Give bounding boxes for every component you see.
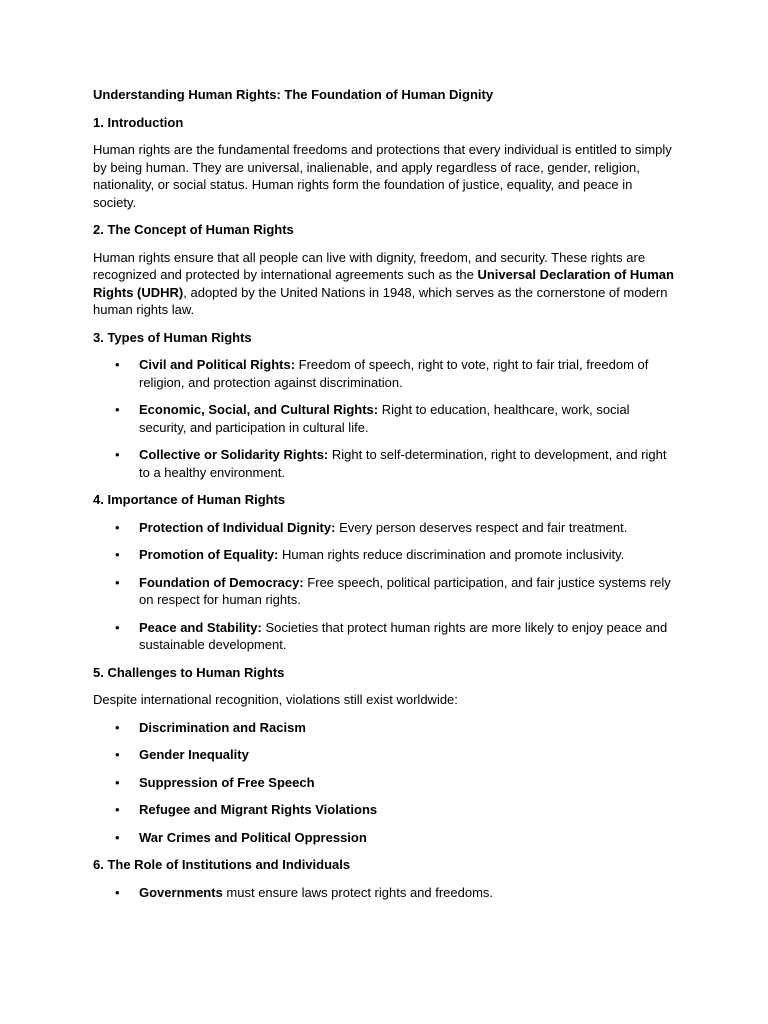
introduction-paragraph: Human rights are the fundamental freedoms and protections that every individual is entitled to simply by being human. They are universal, inalienable, and apply regardless of race, gender, religion, nationality, or social status. Human rights form the foundation of justice, equality, and peace in society. <box>93 142 672 210</box>
list-item-term: Economic, Social, and Cultural Rights: <box>139 402 379 417</box>
list-item-term: Promotion of Equality: <box>139 547 279 562</box>
concept-paragraph <box>93 249 678 319</box>
list-item-term: Protection of Individual Dignity: <box>139 519 336 535</box>
list-item <box>93 801 678 819</box>
list-item <box>93 774 678 792</box>
list-item-term: Civil and Political Rights: <box>139 357 296 372</box>
list-item-text: Free speech, political participation, and fair justice systems rely on respect for human rights. <box>139 574 671 607</box>
document-page <box>93 86 678 911</box>
bullet-icon: • <box>115 357 120 372</box>
list-item-term: Discrimination and Racism <box>139 719 306 735</box>
list-item-term: War Crimes and Political Oppression <box>139 829 367 845</box>
types-list <box>93 356 678 481</box>
concept-text-before: Human rights ensure that all people can live with dignity, freedom, and security. These rights are recognized and protected by international agreements such as the <box>93 249 646 282</box>
list-item <box>93 619 678 654</box>
challenges-paragraph: Despite international recognition, violations still exist worldwide: <box>93 692 458 707</box>
list-item <box>93 574 678 609</box>
list-item <box>93 546 678 564</box>
bullet-icon: • <box>115 519 120 535</box>
challenges-list <box>93 719 678 847</box>
importance-list <box>93 519 678 654</box>
section-heading-concept: 2. The Concept of Human Rights <box>93 222 294 237</box>
list-item-text: Right to self-determination, right to development, and right to a healthy environment. <box>139 447 667 480</box>
list-item <box>93 829 678 847</box>
bullet-icon: • <box>115 719 120 735</box>
document-title: Understanding Human Rights: The Foundation of Human Dignity <box>93 87 494 102</box>
section-heading-introduction: 1. Introduction <box>93 114 184 130</box>
section-heading-role: 6. The Role of Institutions and Individuals <box>93 857 351 872</box>
bullet-icon: • <box>115 619 120 635</box>
list-item <box>93 519 678 537</box>
bullet-icon: • <box>115 774 120 790</box>
section-heading-challenges: 5. Challenges to Human Rights <box>93 664 285 680</box>
list-item <box>93 884 678 902</box>
bullet-icon: • <box>115 547 120 562</box>
udhr-bold-text: Universal Declaration of Human Rights (UDHR) <box>93 267 674 300</box>
list-item-term: Governments <box>139 884 223 900</box>
section-heading-importance: 4. Importance of Human Rights <box>93 492 286 507</box>
bullet-icon: • <box>115 829 120 845</box>
list-item-text: Societies that protect human rights are more likely to enjoy peace and sustainable development. <box>139 619 668 652</box>
list-item <box>93 446 678 481</box>
bullet-icon: • <box>115 447 120 462</box>
bullet-icon: • <box>115 402 120 417</box>
list-item <box>93 356 678 391</box>
bullet-icon: • <box>115 747 120 762</box>
concept-text-after: , adopted by the United Nations in 1948, which serves as the cornerstone of modern human rights law. <box>93 284 668 317</box>
list-item-term: Suppression of Free Speech <box>139 774 315 790</box>
list-item-term: Collective or Solidarity Rights: <box>139 447 329 462</box>
section-heading-types: 3. Types of Human Rights <box>93 329 252 345</box>
list-item-text: Freedom of speech, right to vote, right to fair trial, freedom of religion, and protection against discrimination. <box>139 357 649 390</box>
list-item-term: Refugee and Migrant Rights Violations <box>139 802 378 817</box>
list-item <box>93 401 678 436</box>
list-item-term: Gender Inequality <box>139 747 249 762</box>
list-item-text: Human rights reduce discrimination and promote inclusivity. <box>278 547 625 562</box>
bullet-icon: • <box>115 574 120 590</box>
list-item-term: Foundation of Democracy: <box>139 574 304 590</box>
bullet-icon: • <box>115 802 120 817</box>
list-item-text: must ensure laws protect rights and freedoms. <box>222 884 494 900</box>
list-item-text: Every person deserves respect and fair treatment. <box>335 519 628 535</box>
bullet-icon: • <box>115 884 120 900</box>
list-item <box>93 746 678 764</box>
list-item-text: Right to education, healthcare, work, social security, and participation in cultural life. <box>139 402 630 435</box>
list-item-term: Peace and Stability: <box>139 619 262 635</box>
list-item <box>93 719 678 737</box>
role-list <box>93 884 678 902</box>
